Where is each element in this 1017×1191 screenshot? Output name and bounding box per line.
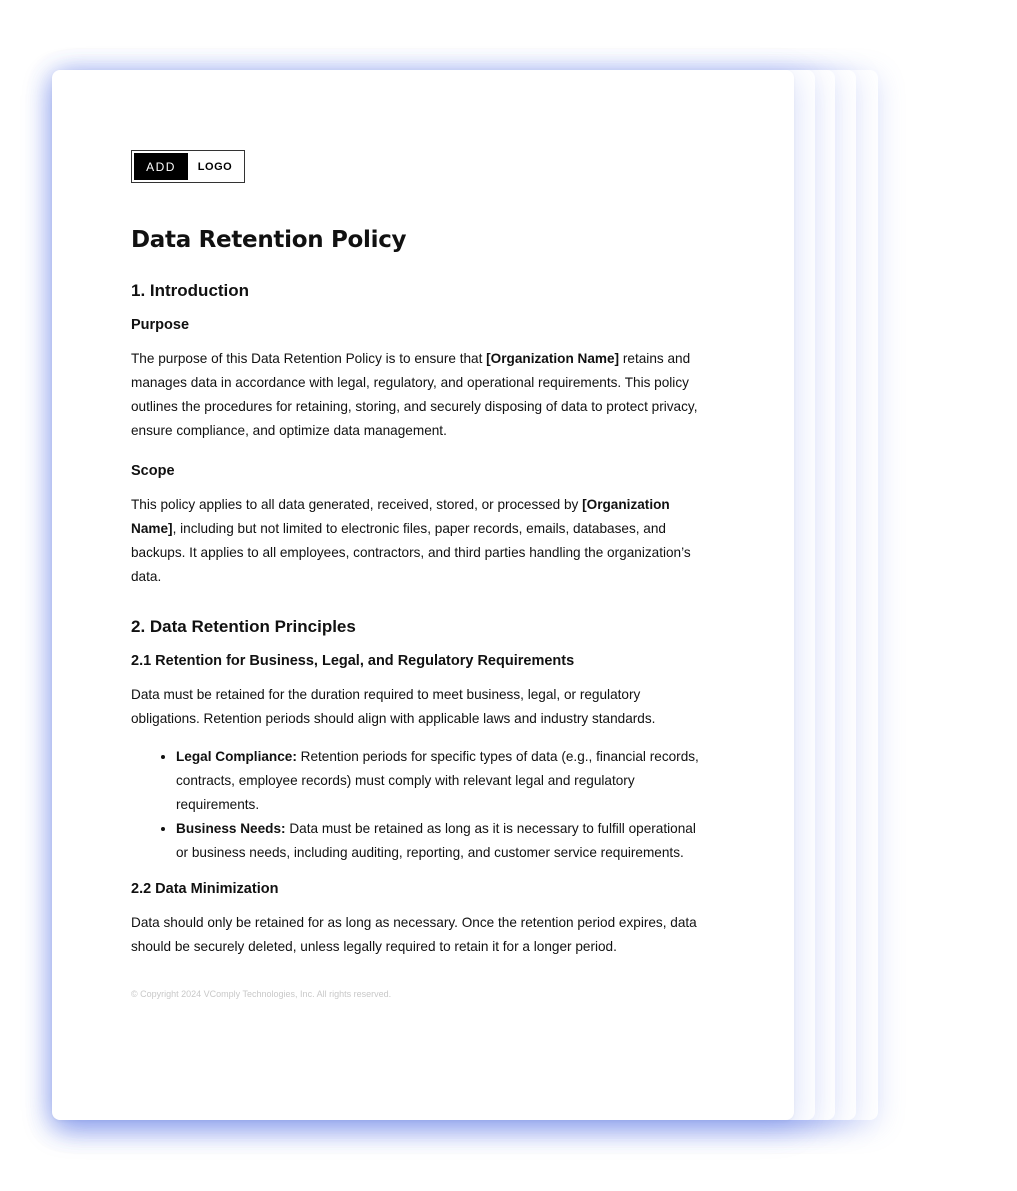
document-title: Data Retention Policy [131, 227, 407, 253]
scope-text-2: , including but not limited to electronic files, paper records, emails, databases, and backups. It applies to all employees, contractors, and third parties handling the organization’s data. [131, 521, 691, 584]
logo-logo-text: LOGO [197, 160, 233, 173]
scope-text-1: This policy applies to all data generated, received, stored, or processed by [131, 497, 583, 512]
bullet-label: Legal Compliance: [176, 749, 297, 764]
purpose-paragraph [131, 347, 711, 443]
bullet-text: Data must be retained as long as it is necessary to fulfill operational or business needs, including auditing, reporting, and customer service requirements. [176, 821, 696, 860]
subsection-2-1-paragraph: Data must be retained for the duration required to meet business, legal, or regulatory obligations. Retention periods should align with applicable laws and industry standards. [131, 687, 656, 726]
bullet-label: Business Needs: [176, 821, 286, 836]
document-content [131, 150, 711, 999]
logo-add-text: ADD [134, 153, 188, 180]
list-item [176, 745, 711, 817]
document-page [52, 70, 794, 1120]
bullet-text: Retention periods for specific types of data (e.g., financial records, contracts, employee records) must comply with relevant legal and regulatory requirements. [176, 749, 699, 812]
copyright-footer: © Copyright 2024 VComply Technologies, Inc. All rights reserved. [131, 989, 392, 999]
retention-bullet-list [131, 745, 711, 865]
scope-paragraph [131, 493, 711, 589]
section-retention-principles-heading: 2. Data Retention Principles [131, 617, 356, 636]
logo-placeholder [131, 150, 245, 183]
section-introduction-heading: 1. Introduction [131, 281, 250, 300]
subsection-2-2-paragraph: Data should only be retained for as long as necessary. Once the retention period expires, data should be securely deleted, unless legally required to retain it for a longer period. [131, 915, 697, 954]
purpose-org-name: [Organization Name] [486, 351, 620, 366]
subsection-2-2-heading: 2.2 Data Minimization [131, 881, 279, 897]
scope-org-name: [Organization Name] [131, 497, 670, 536]
subsection-2-1-heading: 2.1 Retention for Business, Legal, and Regulatory Requirements [131, 653, 575, 669]
purpose-text-2: retains and manages data in accordance with legal, regulatory, and operational requirements. This policy outlines the procedures for retaining, storing, and securely disposing of data to protect privacy, ensure compliance, and optimize data management. [131, 351, 698, 438]
list-item [176, 817, 711, 865]
purpose-heading: Purpose [131, 317, 190, 333]
purpose-text-1: The purpose of this Data Retention Policy is to ensure that [131, 351, 487, 366]
scope-heading: Scope [131, 463, 175, 479]
